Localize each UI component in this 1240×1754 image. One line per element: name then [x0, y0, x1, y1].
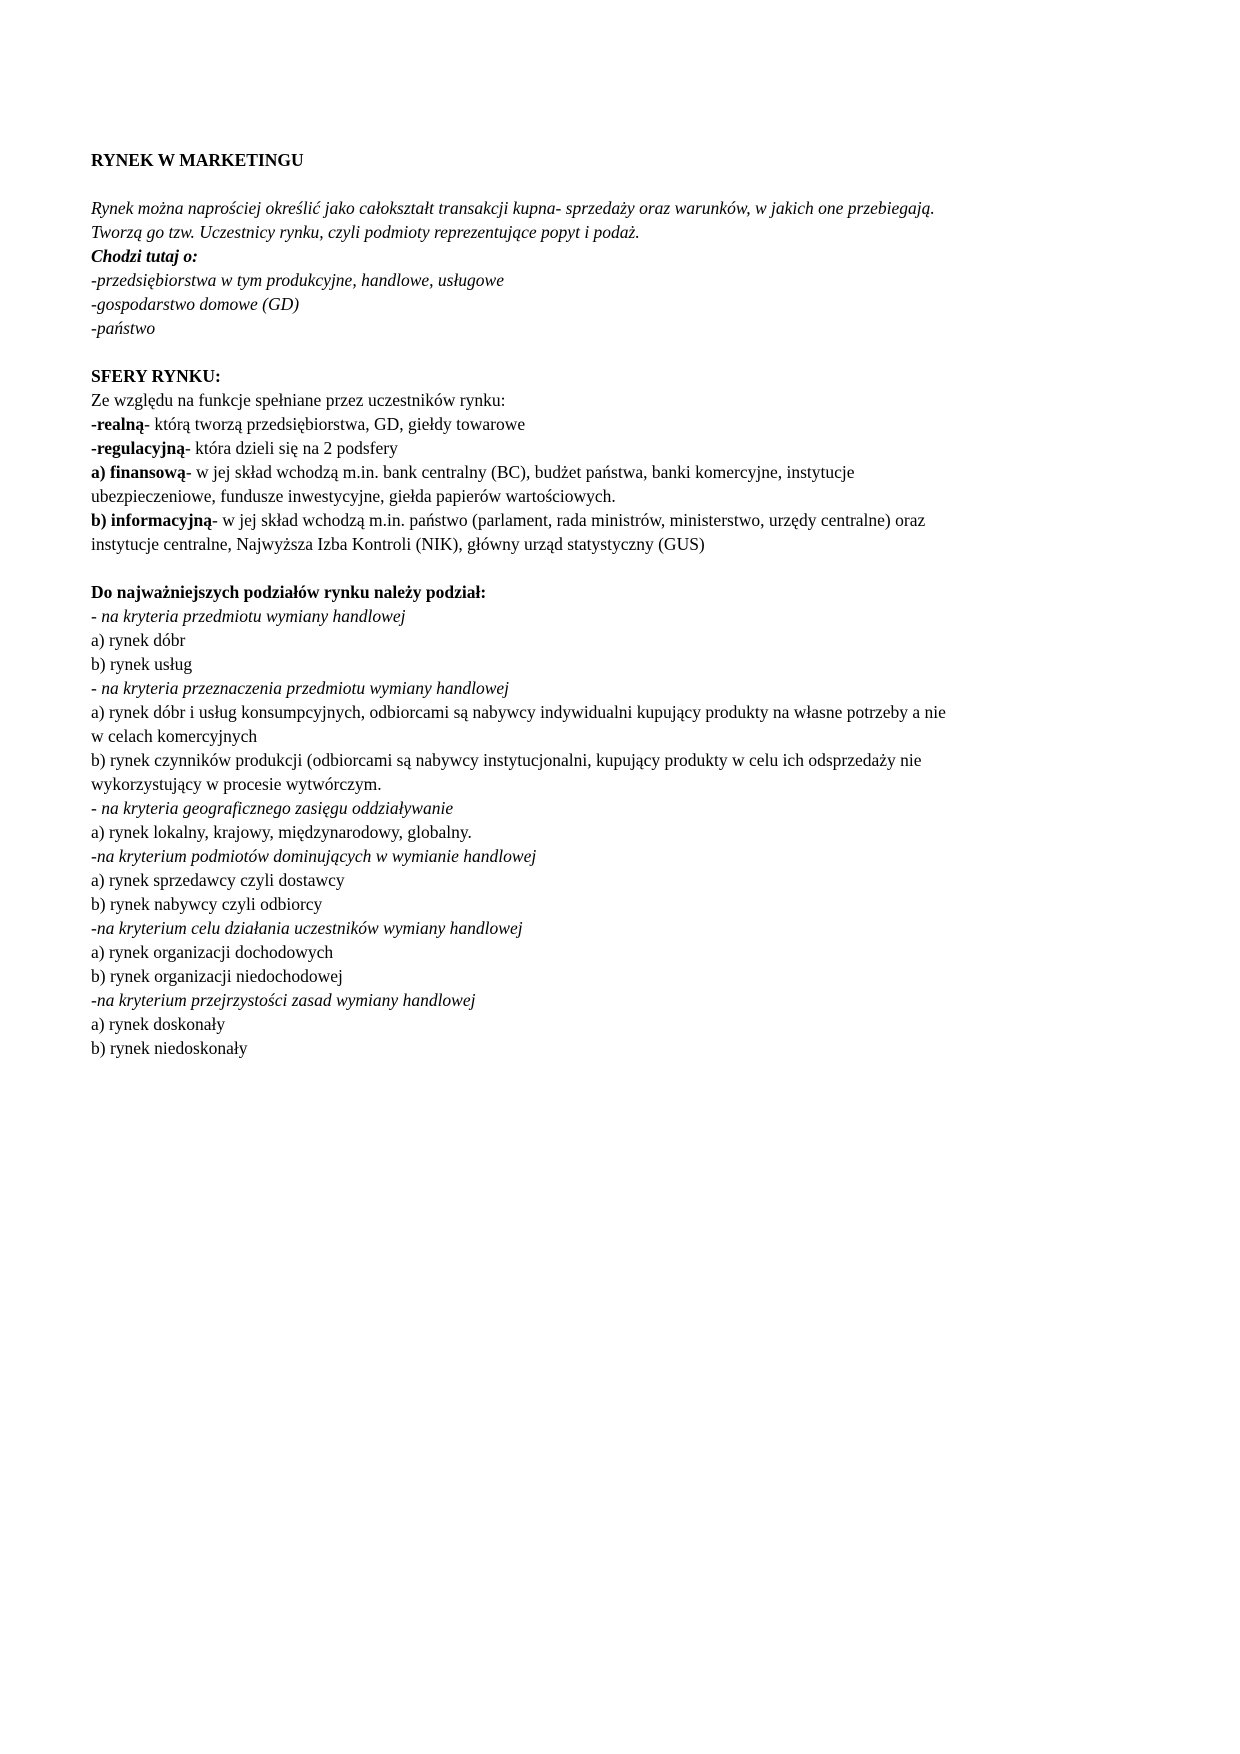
criterion-item: w celach komercyjnych — [91, 726, 258, 746]
criterion-item: b) rynek niedoskonały — [91, 1038, 248, 1058]
criterion-item: b) rynek nabywcy czyli odbiorcy — [91, 894, 323, 914]
criterion-heading: - na kryteria przeznaczenia przedmiotu wymiany handlowej — [91, 678, 510, 698]
spacer — [91, 556, 1151, 580]
sphere-real-text: - którą tworzą przedsiębiorstwa, GD, giełdy towarowe — [144, 414, 526, 434]
spacer — [91, 340, 1151, 364]
sphere-regulatory-label: -regulacyjną — [91, 438, 185, 458]
intro-line-1: Rynek można naprościej określić jako całokształt transakcji kupna- sprzedaży oraz warunków, w jakich one przebiegają. — [91, 198, 935, 218]
criterion-heading: - na kryteria geograficznego zasięgu oddziaływanie — [91, 798, 454, 818]
criterion-item: a) rynek sprzedawcy czyli dostawcy — [91, 870, 345, 890]
subsphere-financial-label: a) finansową — [91, 462, 186, 482]
sphere-real-label: -realną — [91, 414, 145, 434]
sphere-regulatory-text: - która dzieli się na 2 podsfery — [184, 438, 398, 458]
subsphere-informational-cont: instytucje centralne, Najwyższa Izba Kontroli (NIK), główny urząd statystyczny (GUS) — [91, 534, 705, 554]
divisions-heading: Do najważniejszych podziałów rynku należy podział: — [91, 582, 487, 602]
subsphere-informational — [91, 508, 1151, 532]
document-page — [91, 148, 1151, 1060]
criterion-item: a) rynek lokalny, krajowy, międzynarodowy, globalny. — [91, 822, 472, 842]
sphere-real — [91, 412, 1151, 436]
criterion-item: a) rynek organizacji dochodowych — [91, 942, 334, 962]
criterion-item: b) rynek czynników produkcji (odbiorcami są nabywcy instytucjonalni, kupujący produkty w celu ich odsprzedaży nie — [91, 750, 922, 770]
criterion-heading: - na kryteria przedmiotu wymiany handlowej — [91, 606, 406, 626]
subsphere-informational-label: b) informacyjną — [91, 510, 213, 530]
intro-item: -państwo — [91, 318, 156, 338]
criterion-item: b) rynek usług — [91, 654, 193, 674]
criterion-item: a) rynek doskonały — [91, 1014, 226, 1034]
intro-heading: Chodzi tutaj o: — [91, 246, 198, 266]
subsphere-financial-cont: ubezpieczeniowe, fundusze inwestycyjne, giełda papierów wartościowych. — [91, 486, 616, 506]
subsphere-financial — [91, 460, 1151, 484]
criterion-heading: -na kryterium celu działania uczestników wymiany handlowej — [91, 918, 523, 938]
spacer — [91, 172, 1151, 196]
spheres-heading: SFERY RYNKU: — [91, 366, 221, 386]
intro-item: -gospodarstwo domowe (GD) — [91, 294, 300, 314]
criterion-item: a) rynek dóbr — [91, 630, 186, 650]
criterion-item: b) rynek organizacji niedochodowej — [91, 966, 343, 986]
subsphere-financial-text: - w jej skład wchodzą m.in. bank centralny (BC), budżet państwa, banki komercyjne, instytucje — [185, 462, 855, 482]
criterion-item: wykorzystujący w procesie wytwórczym. — [91, 774, 382, 794]
subsphere-informational-text: - w jej skład wchodzą m.in. państwo (parlament, rada ministrów, ministerstwo, urzędy centralne) oraz — [212, 510, 926, 530]
criterion-heading: -na kryterium przejrzystości zasad wymiany handlowej — [91, 990, 476, 1010]
criterion-item: a) rynek dóbr i usług konsumpcyjnych, odbiorcami są nabywcy indywidualni kupujący produkty na własne potrzeby a nie — [91, 702, 946, 722]
intro-item: -przedsiębiorstwa w tym produkcyjne, handlowe, usługowe — [91, 270, 504, 290]
spheres-lead: Ze względu na funkcje spełniane przez uczestników rynku: — [91, 390, 506, 410]
criterion-heading: -na kryterium podmiotów dominujących w wymianie handlowej — [91, 846, 537, 866]
document-title: RYNEK W MARKETINGU — [91, 150, 304, 170]
sphere-regulatory — [91, 436, 1151, 460]
intro-line-2: Tworzą go tzw. Uczestnicy rynku, czyli podmioty reprezentujące popyt i podaż. — [91, 222, 640, 242]
